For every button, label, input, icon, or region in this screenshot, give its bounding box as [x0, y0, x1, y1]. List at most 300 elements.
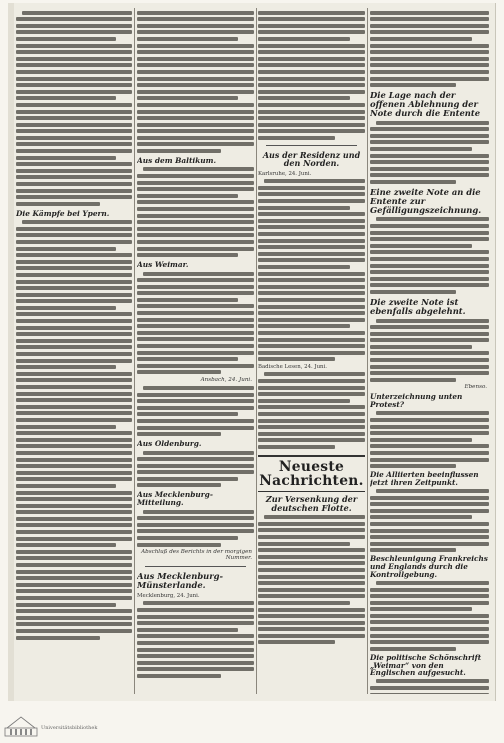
text-line [258, 136, 335, 140]
text-line [258, 392, 365, 396]
text-line [137, 285, 254, 289]
text-line [370, 418, 489, 422]
text-line [16, 293, 132, 297]
text-line [370, 147, 472, 151]
text-line [16, 169, 132, 173]
text-line [258, 425, 365, 429]
text-line [258, 588, 365, 592]
text-line [16, 319, 132, 323]
text-line [16, 570, 132, 574]
text-line [16, 438, 132, 442]
text-line [137, 337, 254, 341]
text-line [16, 17, 132, 21]
text-line [16, 596, 132, 600]
text-line [137, 457, 254, 461]
section-heading: Aus der Residenz und den Norden. [262, 149, 361, 169]
text-line [137, 24, 254, 28]
text-line [137, 30, 254, 34]
text-line [370, 244, 472, 248]
dateline: Badische Lesen, 24. Juni. [258, 363, 327, 370]
text-line [137, 129, 254, 133]
text-line [143, 167, 254, 171]
text-line [370, 338, 489, 342]
text-line [258, 331, 365, 335]
text-line [370, 365, 489, 369]
text-line [137, 529, 254, 533]
text-line [137, 304, 254, 308]
text-line [16, 398, 132, 402]
text-line [16, 411, 132, 415]
text-line [16, 129, 132, 133]
text-line [16, 247, 116, 251]
text-line [258, 192, 365, 196]
text-line [137, 406, 254, 410]
text-line [143, 272, 254, 276]
text-line [16, 497, 132, 501]
text-line [137, 214, 254, 218]
text-line [137, 344, 254, 348]
text-line [370, 378, 456, 382]
text-line [137, 174, 254, 178]
dateline: Mecklenburg, 24. Juni. [137, 592, 200, 599]
section-heading: Die Lage nach der offenen Ablehnung der Note durch die Entente [370, 90, 481, 118]
text-line [16, 189, 132, 193]
text-line [137, 543, 221, 547]
text-line [137, 483, 221, 487]
text-line [137, 351, 254, 355]
text-line [137, 227, 254, 231]
text-line [16, 260, 132, 264]
text-line [137, 641, 254, 645]
text-line [137, 621, 254, 625]
text-line [137, 523, 254, 527]
text-line [16, 425, 116, 429]
text-line [16, 378, 132, 382]
text-line [258, 37, 350, 41]
text-line [16, 312, 132, 316]
text-line [370, 160, 489, 164]
text-line [258, 568, 365, 572]
text-line [258, 445, 335, 449]
text-line [258, 44, 365, 48]
text-line [258, 199, 365, 203]
text-line [16, 116, 132, 120]
text-line [258, 608, 365, 612]
text-line [137, 83, 254, 87]
text-line [258, 11, 365, 15]
text-line [16, 240, 132, 244]
text-line [258, 186, 365, 190]
text-line [376, 581, 489, 585]
text-line [137, 103, 254, 107]
text-line [370, 77, 489, 81]
text-line [137, 57, 254, 61]
text-line [376, 217, 489, 221]
text-line [16, 537, 132, 541]
text-line [258, 555, 365, 559]
text-line [16, 616, 132, 620]
text-line [137, 608, 254, 612]
text-line [264, 372, 365, 376]
text-line [258, 542, 350, 546]
text-line [16, 517, 132, 521]
text-line [137, 291, 254, 295]
text-line [16, 530, 132, 534]
text-line [137, 187, 254, 191]
text-line [258, 412, 365, 416]
text-line [16, 175, 132, 179]
text-line [370, 283, 489, 287]
text-line [16, 491, 132, 495]
text-line [258, 311, 365, 315]
text-line [137, 516, 254, 520]
text-line [258, 528, 365, 532]
text-line [370, 693, 489, 694]
text-line [370, 542, 489, 546]
text-line [16, 563, 132, 567]
text-line [137, 667, 254, 671]
text-line [258, 96, 350, 100]
text-line [370, 640, 489, 644]
text-line [16, 110, 132, 114]
text-line [16, 392, 132, 396]
text-line [370, 332, 489, 336]
text-line [16, 372, 132, 376]
text-line [16, 477, 132, 481]
text-line [370, 237, 489, 241]
text-line [137, 63, 254, 67]
text-line [16, 484, 116, 488]
text-line [16, 96, 116, 100]
text-line [370, 614, 489, 618]
text-line [258, 90, 365, 94]
text-line [258, 24, 365, 28]
column-rule [256, 8, 257, 694]
text-line [16, 418, 132, 422]
text-line [258, 344, 365, 348]
text-line [264, 515, 365, 519]
text-line [370, 607, 472, 611]
text-line [137, 477, 238, 481]
text-line [258, 405, 365, 409]
text-line [16, 326, 132, 330]
text-line [258, 357, 335, 361]
text-line [370, 17, 489, 21]
text-line [370, 464, 456, 468]
text-line [370, 496, 489, 500]
text-line [137, 674, 221, 678]
text-line [137, 181, 254, 185]
text-line [16, 359, 132, 363]
text-line [258, 305, 365, 309]
text-line [16, 123, 132, 127]
text-line [16, 556, 132, 560]
text-line [16, 280, 132, 284]
text-line [16, 583, 132, 587]
text-line [137, 44, 254, 48]
text-line [258, 206, 350, 210]
text-line [258, 63, 365, 67]
text-line [16, 523, 132, 527]
text-line [137, 116, 254, 120]
text-line [16, 63, 132, 67]
text-line [376, 489, 489, 493]
text-line [16, 227, 132, 231]
text-line [370, 438, 472, 442]
text-line [16, 352, 132, 356]
section-heading: Die politische Schönschrift „Weimar“ von den Englischen aufgesucht. [370, 652, 482, 678]
text-line [16, 451, 132, 455]
text-line [258, 601, 350, 605]
text-line [258, 351, 365, 355]
text-line [258, 232, 365, 236]
text-line [258, 70, 365, 74]
text-line [376, 679, 489, 683]
text-line [258, 30, 365, 34]
text-line [137, 661, 254, 665]
text-line [258, 318, 365, 322]
text-line [370, 502, 489, 506]
text-line [16, 431, 132, 435]
text-line [16, 464, 132, 468]
text-line [370, 686, 489, 690]
text-line [137, 324, 254, 328]
text-line [258, 298, 365, 302]
text-line [370, 458, 489, 462]
text-line [137, 247, 254, 251]
dateline: Karlsruhe, 24. Juni. [258, 170, 312, 177]
text-line [137, 464, 254, 468]
text-line [137, 278, 254, 282]
text-line [370, 522, 489, 526]
text-line [258, 258, 365, 262]
text-line [137, 149, 221, 153]
text-line [258, 338, 365, 342]
text-line [16, 550, 132, 554]
text-line [16, 471, 132, 475]
text-line [16, 50, 132, 54]
section-heading: Unterzeichnung unten Protest? [370, 392, 463, 410]
news-banner-heading: Neueste Nachrichten. [258, 455, 365, 492]
text-line [16, 306, 116, 310]
text-line [258, 129, 365, 133]
text-line [258, 561, 365, 565]
section-heading: Aus dem Baltikum. [137, 156, 217, 166]
text-line [16, 253, 132, 257]
text-line [258, 535, 365, 539]
text-line [137, 399, 254, 403]
text-line [370, 24, 489, 28]
text-line [258, 438, 365, 442]
text-line [376, 411, 489, 415]
text-line [258, 77, 365, 81]
text-line [137, 412, 238, 416]
text-line [16, 299, 132, 303]
column-rule [367, 8, 368, 694]
text-line [370, 173, 489, 177]
text-line [370, 425, 489, 429]
text-line [258, 225, 365, 229]
page-binding-edge [8, 3, 14, 701]
text-line [258, 621, 365, 625]
section-heading: Die Alliierten beeinflussen jetzt ihren Zeitpunkt. [370, 470, 479, 487]
text-line [258, 399, 350, 403]
text-line [258, 285, 365, 289]
text-line [16, 609, 132, 613]
text-line [258, 245, 365, 249]
section-heading: Beschleunigung Frankreichs und Englands durch die Kontrollgebung. [370, 554, 488, 579]
text-line [370, 535, 489, 539]
section-heading: Die zweite Note ist ebenfalls abgelehnt. [370, 296, 466, 316]
text-line [16, 149, 132, 153]
text-line [16, 24, 132, 28]
text-line [137, 536, 238, 540]
text-line [16, 589, 132, 593]
signature: Ansbach, 24. Juni. [200, 377, 252, 383]
text-line [370, 231, 489, 235]
text-line [137, 200, 254, 204]
column-1 [16, 8, 132, 694]
text-line [258, 522, 365, 526]
text-line [258, 548, 365, 552]
news-subheading: Zur Versenkung der deutschen Flotte. [265, 493, 358, 513]
text-line [370, 515, 472, 519]
text-line [258, 324, 350, 328]
text-line [22, 220, 132, 224]
text-line [16, 636, 100, 640]
text-line [370, 180, 456, 184]
text-line [137, 311, 254, 315]
text-line [258, 575, 365, 579]
text-line [370, 325, 489, 329]
text-line [370, 371, 489, 375]
library-stamp-icon [4, 712, 38, 738]
text-line [16, 444, 132, 448]
text-line [137, 142, 254, 146]
text-line [137, 96, 238, 100]
text-line [258, 17, 365, 21]
text-line [258, 252, 365, 256]
text-line [370, 83, 456, 87]
text-line [258, 379, 365, 383]
text-line [370, 627, 489, 631]
text-line [370, 264, 489, 268]
section-heading: Aus Mecklenburg-Mitteilung. [137, 490, 213, 508]
text-line [16, 142, 132, 146]
text-line [137, 628, 238, 632]
text-line [137, 318, 254, 322]
text-line [16, 136, 132, 140]
text-line [258, 386, 365, 390]
text-line [16, 273, 132, 277]
text-line [137, 331, 254, 335]
text-line [258, 50, 365, 54]
text-line [137, 364, 254, 368]
text-line [137, 17, 254, 21]
section-heading: Eine zweite Note an die Entente zur Gefälligungszeichnung. [370, 186, 482, 215]
text-line [137, 220, 254, 224]
text-line [16, 510, 132, 514]
text-line [137, 77, 254, 81]
text-line [258, 634, 365, 638]
column-4 [370, 8, 489, 694]
text-line [370, 127, 489, 131]
text-line [258, 110, 365, 114]
text-line [22, 11, 132, 15]
text-line [16, 458, 132, 462]
text-line [16, 504, 132, 508]
library-mark: Universitätsbibliothek [41, 725, 98, 731]
text-line [137, 11, 254, 15]
text-line [370, 548, 456, 552]
text-line [16, 202, 100, 206]
column-2 [137, 8, 254, 694]
text-line [370, 270, 489, 274]
text-line [370, 134, 489, 138]
text-line [16, 195, 132, 199]
text-line [137, 298, 238, 302]
text-line [258, 278, 365, 282]
text-line [370, 70, 489, 74]
text-line [258, 103, 365, 107]
text-line [16, 77, 132, 81]
text-line [137, 615, 254, 619]
text-line [16, 576, 132, 580]
text-line [370, 444, 489, 448]
text-line [137, 370, 221, 374]
text-line [370, 30, 489, 34]
signature: Abschluß des Berichts in der morgigen Nummer. [141, 549, 252, 562]
text-line [16, 37, 116, 41]
text-line [16, 57, 132, 61]
text-line [16, 70, 132, 74]
text-line [16, 385, 132, 389]
text-line [137, 240, 254, 244]
text-line [370, 431, 489, 435]
text-line [143, 386, 254, 390]
signature: Ebenso. [464, 384, 487, 391]
text-line [370, 57, 489, 61]
text-line [16, 233, 132, 237]
text-line [370, 257, 489, 261]
text-line [370, 224, 489, 228]
text-line [370, 44, 489, 48]
text-line [137, 253, 238, 257]
text-line [137, 393, 254, 397]
text-line [137, 110, 254, 114]
text-line [258, 640, 335, 644]
text-line [370, 277, 489, 281]
text-line [258, 116, 365, 120]
text-line [16, 339, 132, 343]
text-line [137, 50, 254, 54]
text-line [370, 63, 489, 67]
text-line [370, 620, 489, 624]
text-line [258, 581, 365, 585]
text-line [370, 509, 489, 513]
text-line [370, 647, 456, 651]
text-line [137, 194, 238, 198]
text-line [16, 345, 132, 349]
text-line [16, 44, 132, 48]
text-line [16, 266, 132, 270]
text-line [16, 365, 116, 369]
text-line [137, 426, 254, 430]
text-line [370, 634, 489, 638]
text-line [16, 332, 132, 336]
text-line [258, 614, 365, 618]
text-line [143, 510, 254, 514]
